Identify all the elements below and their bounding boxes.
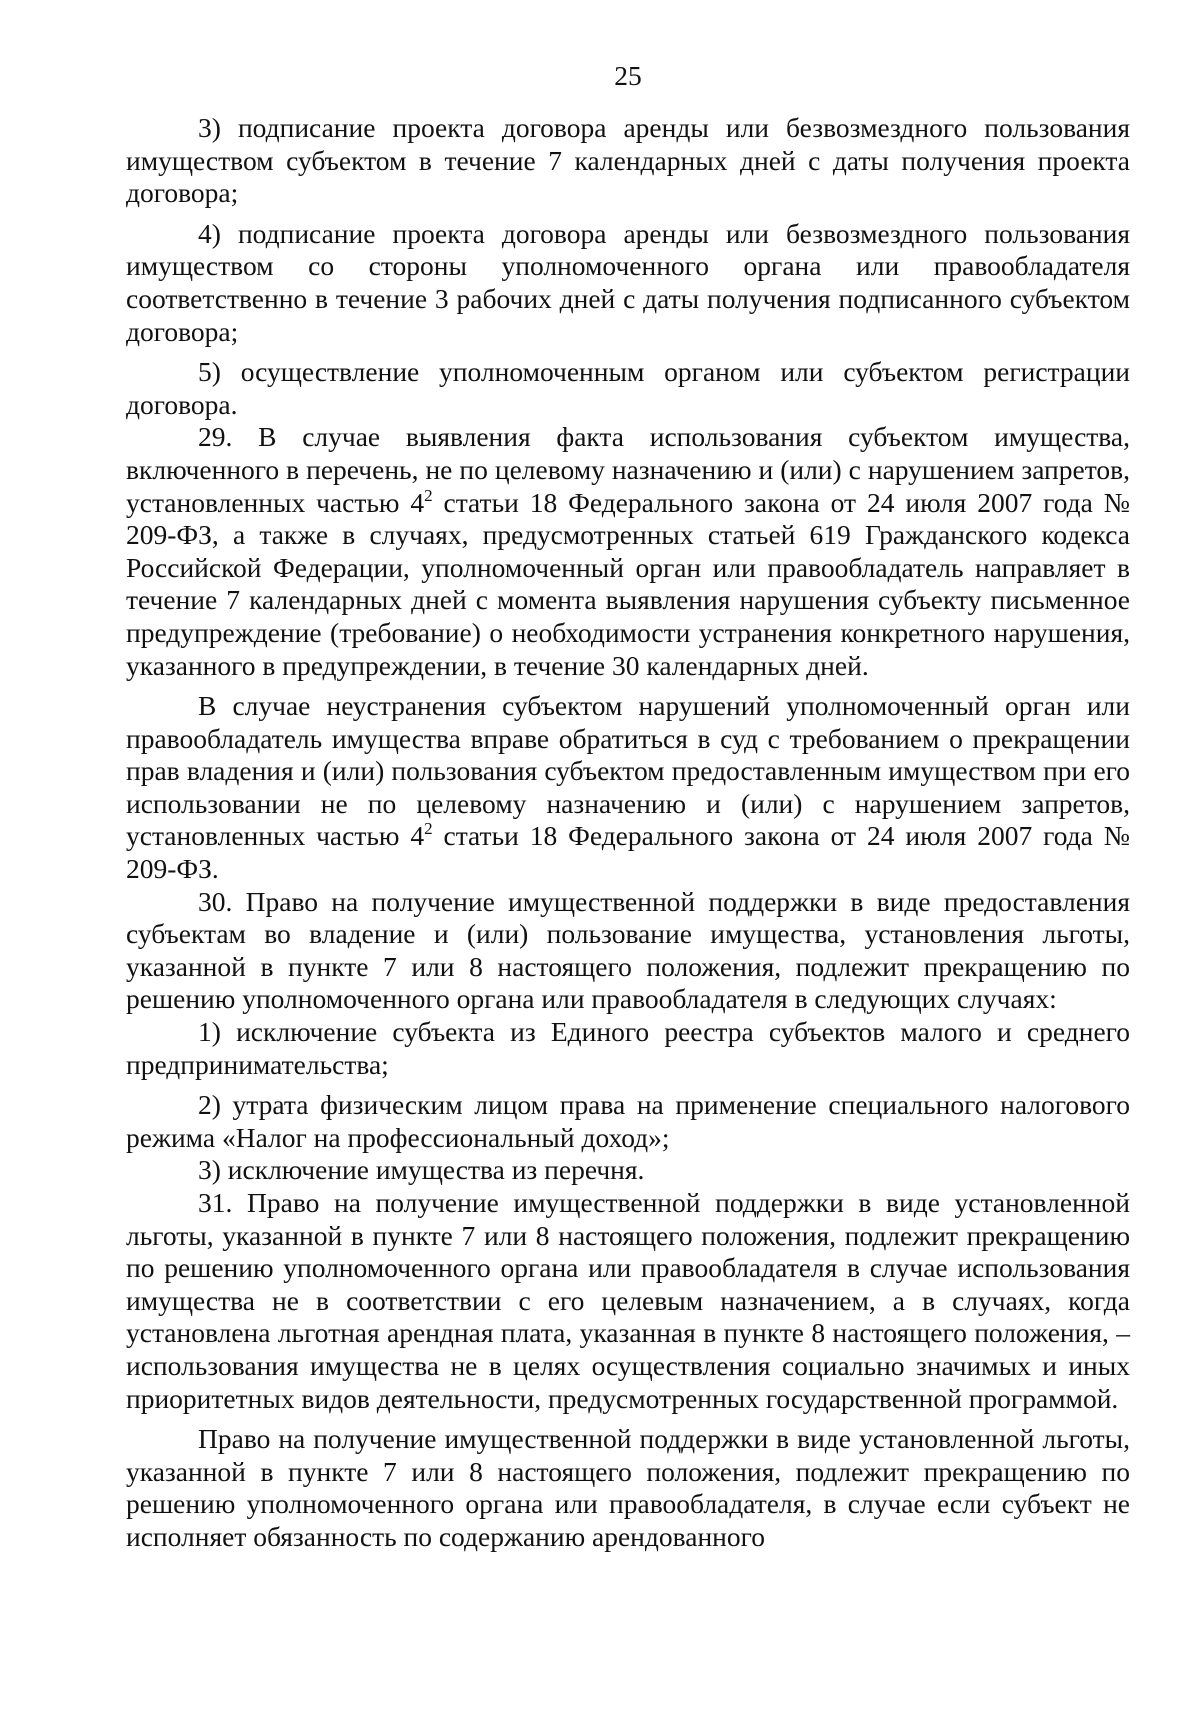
paragraph-item-5: 5) осуществление уполномоченным органом или субъектом регистрации договора. — [126, 356, 1130, 420]
paragraph-text: 29. В случае выявления факта использования субъектом имущества, включенного в перечень, не по целевому назначению и (или) с нарушением запретов, установленных частью 4 — [126, 421, 1130, 518]
paragraph-clause-30: 30. Право на получение имущественной поддержки в виде предоставления субъектам во владение и (или) пользование имущества, установления льготы, указанной в пункте 7 или 8 настоящего положения, подлежит прекращению по решению уполномоченного органа или правообладателя в следующих случаях: — [126, 885, 1130, 1015]
paragraph-text: статьи 18 Федерального закона от 24 июля 2007 года № 209-ФЗ, а также в случаях, предусмотренных статьей 619 Гражданского кодекса Российской Федерации, уполномоченный орган или правообладатель направляет в течение 7 календарных дней с момента выявления нарушения субъекту письменное предупреждение (требование) о необходимости устранения конкретного нарушения, указанного в предупреждении, в течение 30 календарных дней. — [126, 486, 1130, 681]
superscript: 2 — [424, 485, 433, 505]
paragraph-clause-31: 31. Право на получение имущественной поддержки в виде установленной льготы, указанной в пункте 7 или 8 настоящего положения, подлежит прекращению по решению уполномоченного органа или правообладателя в случае использования имущества не в соответствии с его целевым назначением, а в случаях, когда установлена льготная арендная плата, указанная в пункте 8 настоящего положения, – использования имущества не в целях осуществления социально значимых и иных приоритетных видов деятельности, предусмотренных государственной программой. — [126, 1187, 1130, 1414]
document-page — [126, 60, 1130, 1554]
paragraph-clause-29-continued — [126, 690, 1130, 886]
paragraph-item-1: 1) исключение субъекта из Единого реестра субъектов малого и среднего предпринимательства; — [126, 1016, 1130, 1080]
paragraph-item-4: 4) подписание проекта договора аренды или безвозмездного пользования имуществом со стороны уполномоченного органа или правообладателя соответственно в течение 3 рабочих дней с даты получения подписанного субъектом договора; — [126, 217, 1130, 347]
paragraph-clause-29 — [126, 421, 1130, 682]
superscript: 2 — [424, 819, 433, 839]
paragraph-item-2: 2) утрата физическим лицом права на применение специального налогового режима «Налог на профессиональный доход»; — [126, 1089, 1130, 1153]
page-number: 25 — [614, 60, 642, 91]
paragraph-text: статьи 18 Федерального закона от 24 июля 2007 года № 209-ФЗ. — [126, 820, 1130, 885]
paragraph-clause-31-continued: Право на получение имущественной поддержки в виде установленной льготы, указанной в пункте 7 или 8 настоящего положения, подлежит прекращению по решению уполномоченного органа или правообладателя, в случае если субъект не исполняет обязанность по содержанию арендованного — [126, 1423, 1130, 1552]
paragraph-item-3-exclusion: 3) исключение имущества из перечня. — [198, 1154, 645, 1186]
paragraph-item-3: 3) подписание проекта договора аренды или безвозмездного пользования имуществом субъектом в течение 7 календарных дней с даты получения проекта договора; — [126, 112, 1130, 209]
paragraph-text: В случае неустранения субъектом нарушений уполномоченный орган или правообладатель имущества вправе обратиться в суд с требованием о прекращении прав владения и (или) пользования субъектом предоставленным имуществом при его использовании не по целевому назначению и (или) с нарушением запретов, установленных частью 4 — [126, 690, 1130, 852]
